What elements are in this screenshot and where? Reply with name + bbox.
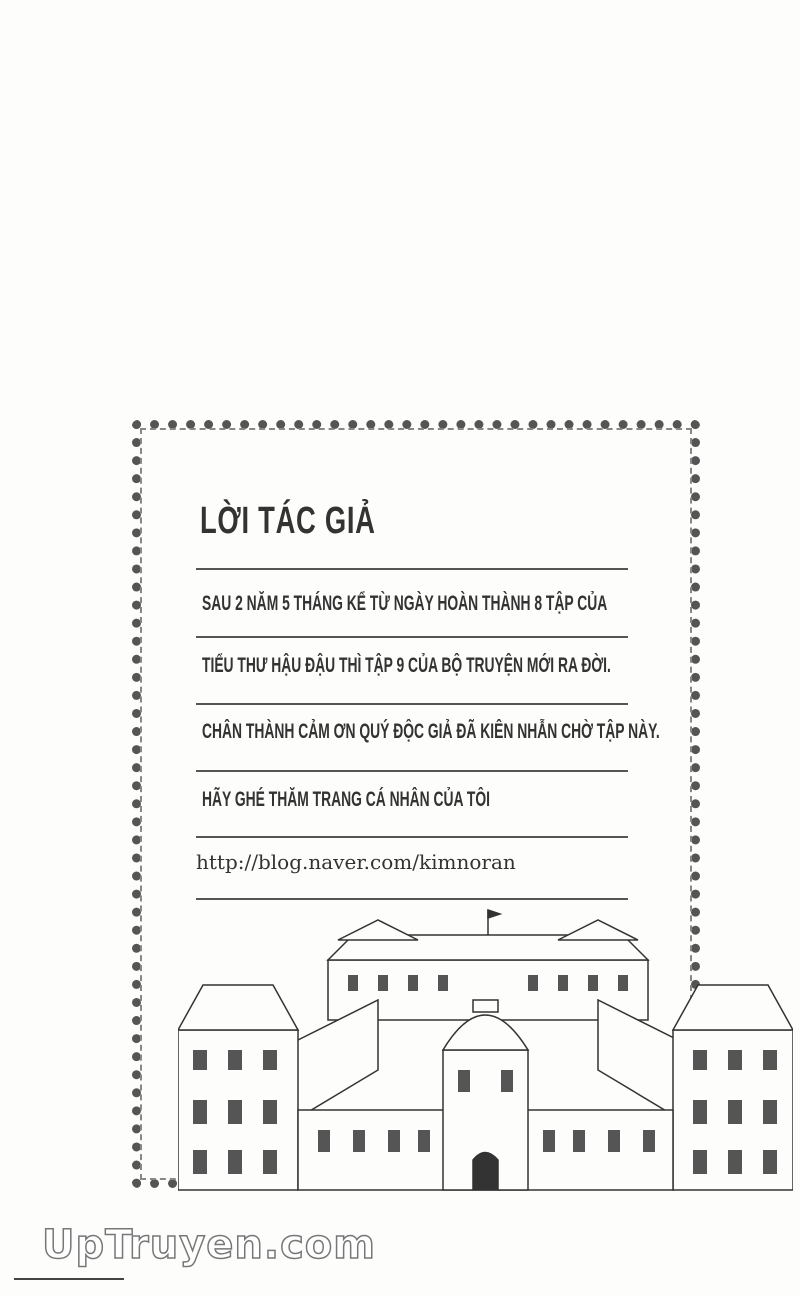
text-line-1: SAU 2 NĂM 5 THÁNG KỂ TỪ NGÀY HOÀN THÀNH 8 TẬP CỦA	[202, 592, 608, 615]
ruled-line	[196, 770, 628, 772]
ruled-line	[196, 636, 628, 638]
page-title: LỜI TÁC GIẢ	[200, 500, 376, 542]
ruled-line	[196, 703, 628, 705]
text-line-4: HÃY GHÉ THĂM TRANG CÁ NHÂN CỦA TÔI	[202, 788, 490, 811]
blog-url: http://blog.naver.com/kimnoran	[196, 850, 516, 874]
divider	[14, 1278, 124, 1280]
text-line-3: CHÂN THÀNH CẢM ƠN QUÝ ĐỘC GIẢ ĐÃ KIÊN NHẪN CHỜ TẬP NÀY.	[202, 720, 660, 743]
ruled-line	[196, 836, 628, 838]
watermark-logo: UpTruyen.com	[42, 1222, 376, 1268]
palace-illustration	[178, 900, 793, 1195]
ruled-line	[196, 568, 628, 570]
text-line-2: TIỂU THƯ HẬU ĐẬU THÌ TẬP 9 CỦA BỘ TRUYỆN MỚI RA ĐỜI.	[202, 654, 611, 677]
